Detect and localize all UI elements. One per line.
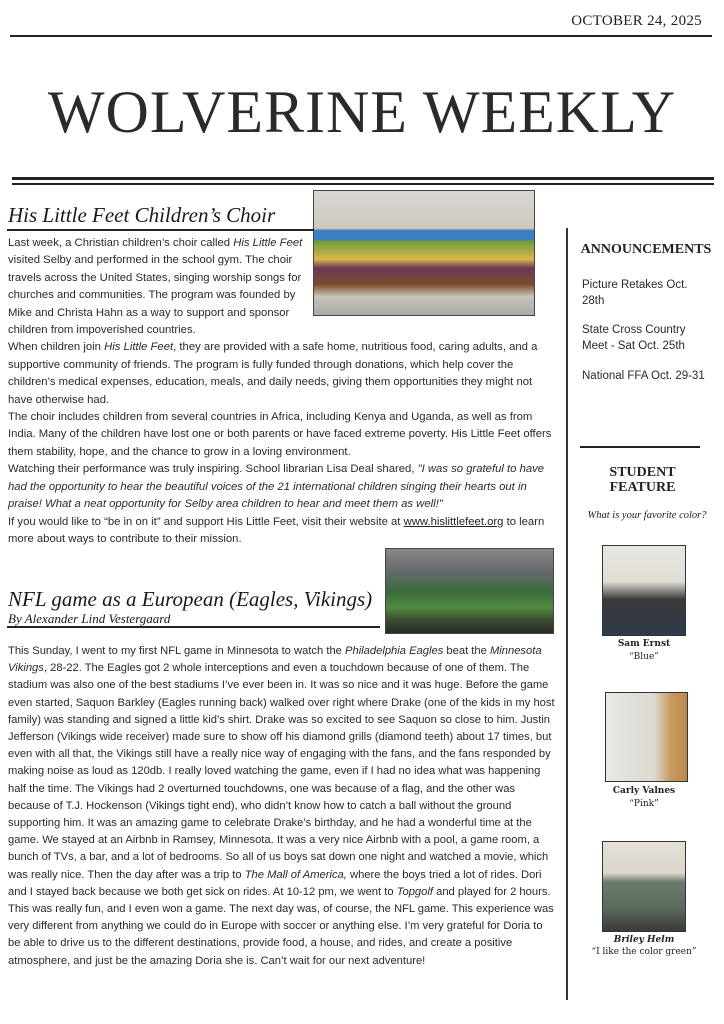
student-name: Carly Valnes <box>612 786 676 796</box>
divider <box>580 446 700 448</box>
text: His Little Feet <box>104 341 174 354</box>
text: where the boys tried a lot of rides. Dori and I stayed back because we both get sick on rides. At 10-12 pm, we went to <box>8 868 542 898</box>
text: If you would like to “be in on it” and support His Little Feet, visit their website at <box>8 515 404 528</box>
student-name: Sam Ernst <box>617 639 671 649</box>
paragraph <box>8 461 556 513</box>
student-answer: “I like the color green” <box>591 947 697 957</box>
text: , they are provided with a safe home, nutritious food, caring adults, and a supportive community of friends. The program is fully funded through donations, which help cover the children’s medical expenses, education, meals, and daily needs, giving them opportunities they might not have otherwise had. <box>8 341 538 406</box>
student-feature-heading: STUDENT FEATURE <box>609 465 676 495</box>
text: Minnesota Vikings <box>8 645 542 675</box>
text: and played for 2 hours. This was really fun, and I even won a game. The next day was, of course, the NFL game. This experience was very different from anything we could do in Europe with soccer or anything else. I’m very grateful for Doria to be able to drive us to the different destinations, provide food, a house, and rides, and create a positive atmosphere, and just be the amazing Doria she is. Can’t wait for our next adventure! <box>8 885 554 967</box>
paragraph: The choir includes children from several countries in Africa, including Kenya and Uganda, as well as from India. Many of the children have lost one or both parents or have faced extreme poverty. His Little Feet offers them stability, hope, and the chance to grow in a loving environment. <box>8 411 552 458</box>
text: His Little Feet <box>233 237 303 249</box>
feature-question: What is your favorite color? <box>587 510 707 521</box>
article-body <box>8 235 556 548</box>
divider <box>10 35 712 37</box>
text: visited Selby and performed in the school gym. The choir travels across the United States, singing worship songs for churches and communities. The program was founded by Mike and Christa Hahn as a way to support and sponsor children from impoverished countries. <box>8 254 302 337</box>
stadium-photo <box>385 548 554 634</box>
text: Topgolf <box>396 885 433 898</box>
student-photo <box>602 841 686 932</box>
article-body <box>8 643 558 970</box>
text: Philadelphia Eagles <box>345 645 444 657</box>
divider <box>7 626 380 628</box>
paragraph <box>8 514 556 549</box>
announcement-item: Picture Retakes Oct. 28th <box>582 279 688 307</box>
announcement-item: National FFA Oct. 29-31 <box>582 370 705 382</box>
student-photo <box>605 692 688 782</box>
text: The Mall of America, <box>244 868 347 881</box>
article-heading: NFL game as a European (Eagles, Vikings) <box>8 587 373 611</box>
student-answer: “Blue” <box>629 652 659 662</box>
text: This Sunday, I went to my first NFL game in Minnesota to watch the <box>8 645 346 657</box>
student-photo <box>602 545 686 636</box>
image-spacer <box>306 235 556 325</box>
text: , 28-22. The Eagles got 2 whole interceptions and even a touchdown because of one of them. The stadium was also one of the best stadiums I’ve ever been in. It was so nice and it was huge. Before the game even started, Saquon Barkley (Eagles running back) walked over right where Drake (one of the kids in my host family) was standing and signed a little kid’s shirt. Drake was so excited to see Saquon so close to him. Justin Jefferson (Vikings wide receiver) made sure to show off his diamond grills (diamond teeth) about 17 times, but even with all that, the Vikings still have a really nice way of engaging with the fans, and the fans responded by making noise as loud as 120db. I really loved watching the game, even if I had no idea what was happening half the time. The Vikings had 2 overturned touchdowns, one was because of a flag, and the other was because of T.J. Hockenson (Vikings tight end), who didn’t know how to catch a ball without the ground supporting him. It was an amazing game to celebrate Drake’s birthday, and he had a wonderful time at the game. We stayed at an Airbnb in Ramsey, Minnesota. It was a very nice Airbnb with a pool, a game room, a bunch of TVs, a bar, and a lot of bedrooms. So all of us boys sat down one night and watched a movie, which was really nice. Then the day after was a trip to <box>8 662 555 881</box>
issue-date: OCTOBER 24, 2025 <box>571 13 702 29</box>
newsletter-title: WOLVERINE WEEKLY <box>47 79 677 145</box>
paragraph <box>8 339 556 409</box>
divider <box>7 229 314 231</box>
text: to learn more about ways to contribute to their mission. <box>8 515 545 545</box>
announcement-item: State Cross Country Meet - Sat Oct. 25th <box>582 324 686 352</box>
announcements-heading: ANNOUNCEMENTS <box>580 242 712 257</box>
text: Last week, a Christian children’s choir called <box>8 237 234 249</box>
byline: By Alexander Lind Vestergaard <box>8 611 171 626</box>
text: beat the <box>443 645 490 657</box>
article-heading: His Little Feet Children’s Choir <box>8 203 276 227</box>
divider <box>12 183 714 185</box>
quote: "I was so grateful to have had the opportunity to hear the beautiful voices of the 21 international children singing their hearts out in praise! What a neat opportunity for Selby area children to hear and meet them as well!" <box>8 463 545 511</box>
student-answer: “Pink” <box>629 799 659 809</box>
text: When children join <box>8 341 105 354</box>
divider <box>12 177 714 180</box>
text: Watching their performance was truly inspiring. School librarian Lisa Deal shared, <box>8 463 418 476</box>
column-divider <box>566 228 568 1000</box>
student-name: Briley Helm <box>613 935 675 945</box>
website-link[interactable]: www.hislittlefeet.org <box>403 515 504 528</box>
